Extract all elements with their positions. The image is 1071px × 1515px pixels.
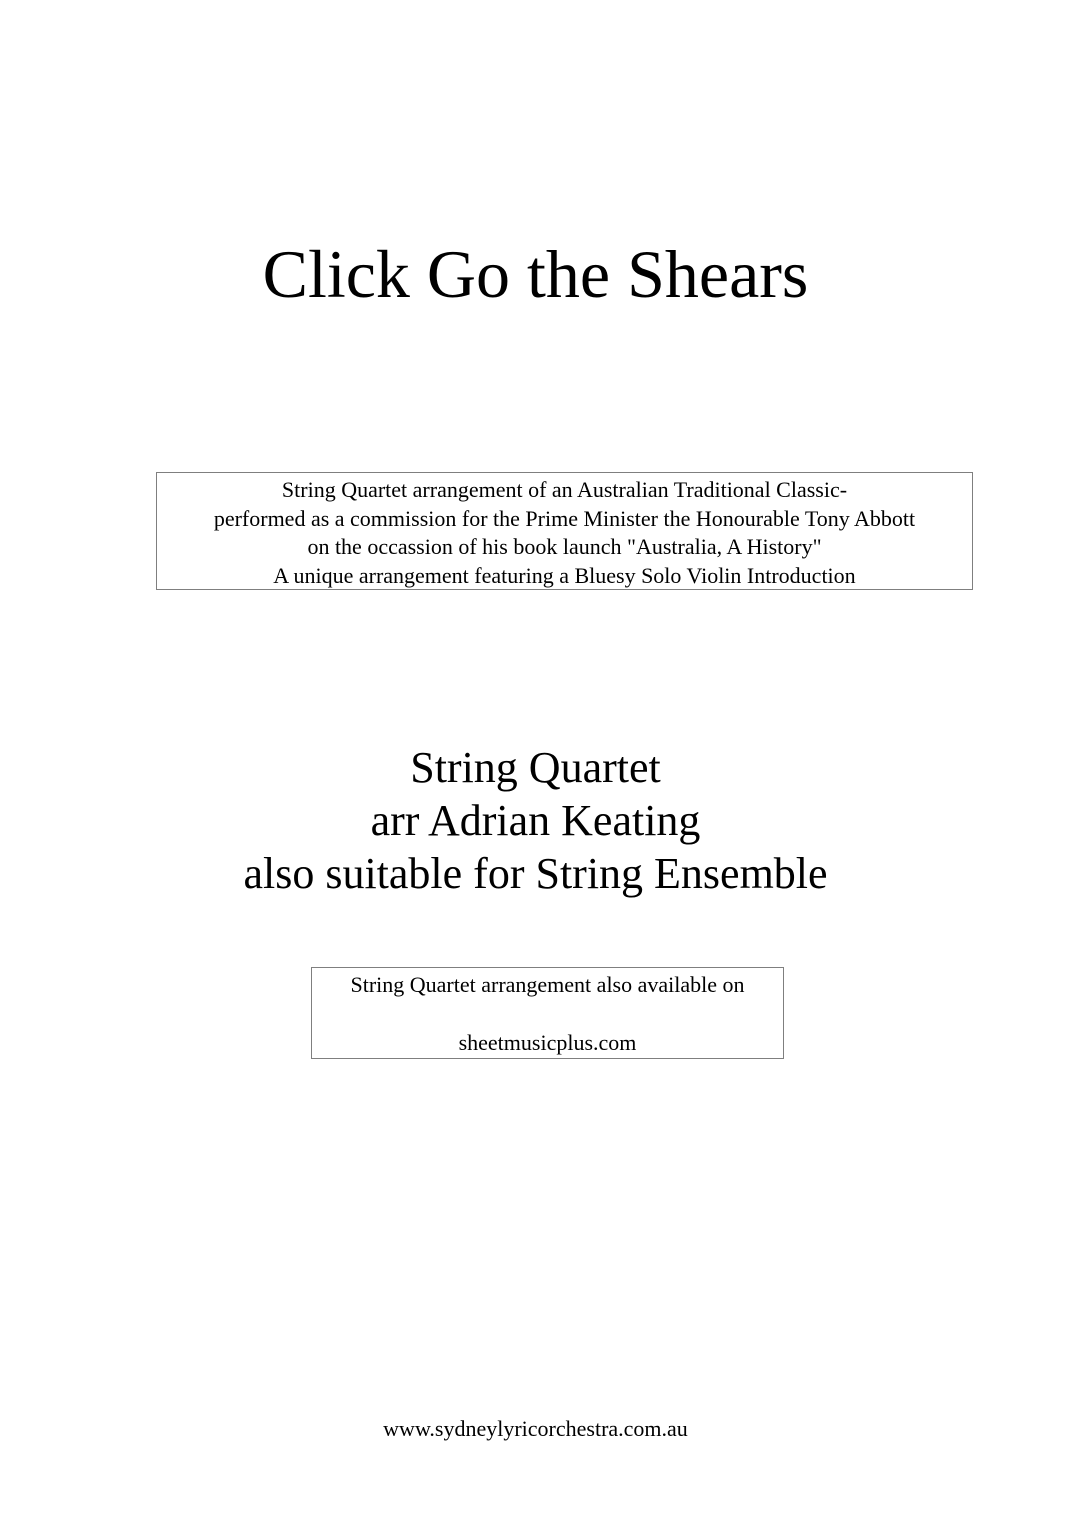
availability-spacer bbox=[312, 999, 783, 1028]
availability-text: String Quartet arrangement also available on bbox=[350, 972, 745, 997]
description-line: A unique arrangement featuring a Bluesy Solo Violin Introduction bbox=[273, 562, 856, 588]
description-line: on the occassion of his book launch "Australia, A History" bbox=[307, 534, 822, 559]
instrumentation-text: String Quartet bbox=[410, 743, 661, 792]
description-box bbox=[156, 472, 973, 590]
suitability-text: also suitable for String Ensemble bbox=[243, 849, 828, 898]
availability-box bbox=[311, 967, 784, 1059]
page-title: Click Go the Shears bbox=[262, 236, 809, 312]
description-line: performed as a commission for the Prime Minister the Honourable Tony Abbott bbox=[213, 505, 916, 531]
description-line: String Quartet arrangement of an Australian Traditional Classic- bbox=[281, 477, 848, 502]
arranger-text: arr Adrian Keating bbox=[370, 796, 701, 845]
footer-website-link[interactable]: www.sydneylyricorchestra.com.au bbox=[383, 1416, 688, 1441]
credits-block bbox=[0, 741, 1071, 900]
availability-link[interactable]: sheetmusicplus.com bbox=[458, 1030, 637, 1055]
